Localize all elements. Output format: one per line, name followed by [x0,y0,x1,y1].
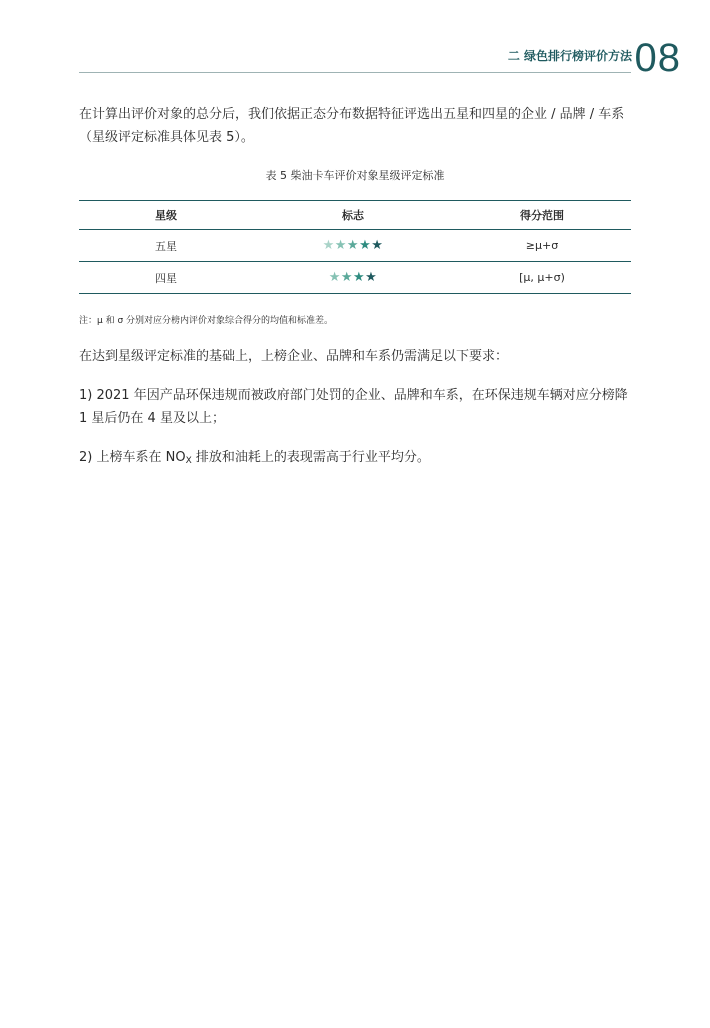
star-icon: ★ [334,238,347,253]
star-rating-five [323,238,384,253]
table-row [79,230,631,262]
star-icon: ★ [346,238,360,253]
nox-subscript: X [185,456,192,466]
table-cell-stars [253,262,453,294]
intro-paragraph: 在计算出评价对象的总分后，我们依据正态分布数据特征评选出五星和四星的企业 / 品牌 / 车系（星级评定标准具体见表 5）。 [79,107,625,145]
table-cell-range: [μ, μ+σ) [453,262,631,294]
star-icon: ★ [328,270,341,285]
table-cell-level: 四星 [79,262,253,294]
table-header-level: 星级 [79,201,253,230]
star-icon: ★ [353,270,366,285]
table-cell-level: 五星 [79,230,253,262]
star-icon: ★ [371,238,384,253]
requirements-intro: 在达到星级评定标准的基础上，上榜企业、品牌和车系仍需满足以下要求： [79,349,509,364]
table-row [79,262,631,294]
star-icon: ★ [365,270,378,285]
header-divider [79,72,631,73]
star-icon: ★ [340,270,353,285]
page-number: 08 [634,36,681,80]
section-title: 二 绿色排行榜评价方法 [507,49,632,63]
star-icon: ★ [359,238,372,253]
table-header-range: 得分范围 [453,201,631,230]
table-caption: 表 5 柴油卡车评价对象星级评定标准 [265,169,445,182]
star-icon: ★ [322,238,335,253]
table-header-symbol: 标志 [253,201,453,230]
table-cell-stars [253,230,453,262]
requirement-item-1: 1) 2021 年因产品环保违规而被政府部门处罚的企业、品牌和车系，在环保违规车辆对应分榜降 1 星后仍在 4 星及以上； [79,388,628,426]
star-rating-four [329,270,378,285]
requirement-item-2-suffix: 排放和油耗上的表现需高于行业平均分。 [191,450,430,465]
star-rating-table [79,200,631,294]
table-cell-range: ≥μ+σ [453,230,631,262]
requirement-item-2 [79,446,635,473]
requirement-item-2-prefix: 2) 上榜车系在 NO [79,450,186,465]
table-note: 注：μ 和 σ 分别对应分榜内评价对象综合得分的均值和标准差。 [79,316,334,326]
